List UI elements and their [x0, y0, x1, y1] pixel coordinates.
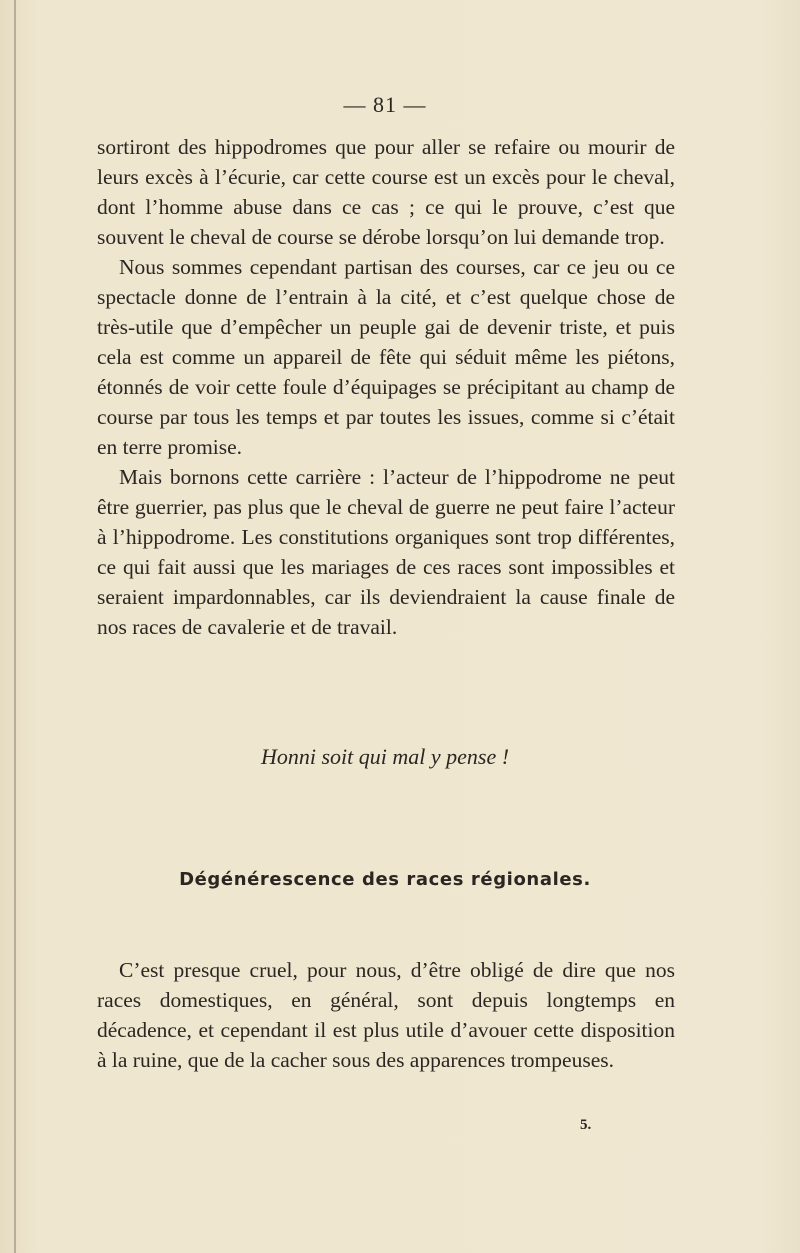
- page-number: — 81 —: [343, 92, 427, 117]
- motto: Honni soit qui mal y pense !: [260, 744, 510, 769]
- section-heading: Dégénérescence des races régionales.: [179, 869, 591, 890]
- text-block-bottom: [97, 955, 675, 1075]
- paragraph: sortiront des hippodromes que pour aller se refaire ou mourir de leurs excès à l’écurie, car cette course est un excès pour le cheval, dont l’homme abuse dans ce cas ; ce qui le prouve, c’est que souvent le cheval de course se dérobe lorsqu’on lui demande trop.: [97, 135, 675, 249]
- binding-edge: [14, 0, 16, 1253]
- paragraph: C’est presque cruel, pour nous, d’être obligé de dire que nos races domestiques, en général, sont depuis longtemps en décadence, et cependant il est plus utile d’avouer cette disposition à la ruine, que de la cacher sous des apparences trompeuses.: [97, 958, 675, 1072]
- text-block-top: [97, 132, 675, 642]
- signature-mark: 5.: [580, 1117, 592, 1133]
- paragraph: Nous sommes cependant partisan des courses, car ce jeu ou ce spectacle donne de l’entrain à la cité, et c’est quelque chose de très-utile que d’empêcher un peuple gai de devenir triste, et puis cela est comme un appareil de fête qui séduit même les piétons, étonnés de voir cette foule d’équipages se précipitant au champ de course par tous les temps et par toutes les issues, comme si c’était en terre promise.: [97, 255, 675, 459]
- paragraph: Mais bornons cette carrière : l’acteur de l’hippodrome ne peut être guerrier, pas plus que le cheval de guerre ne peut faire l’acteur à l’hippodrome. Les constitutions organiques sont trop différentes, ce qui fait aussi que les mariages de ces races sont impossibles et seraient impardonnables, car ils deviendraient la cause finale de nos races de cavalerie et de travail.: [97, 465, 675, 639]
